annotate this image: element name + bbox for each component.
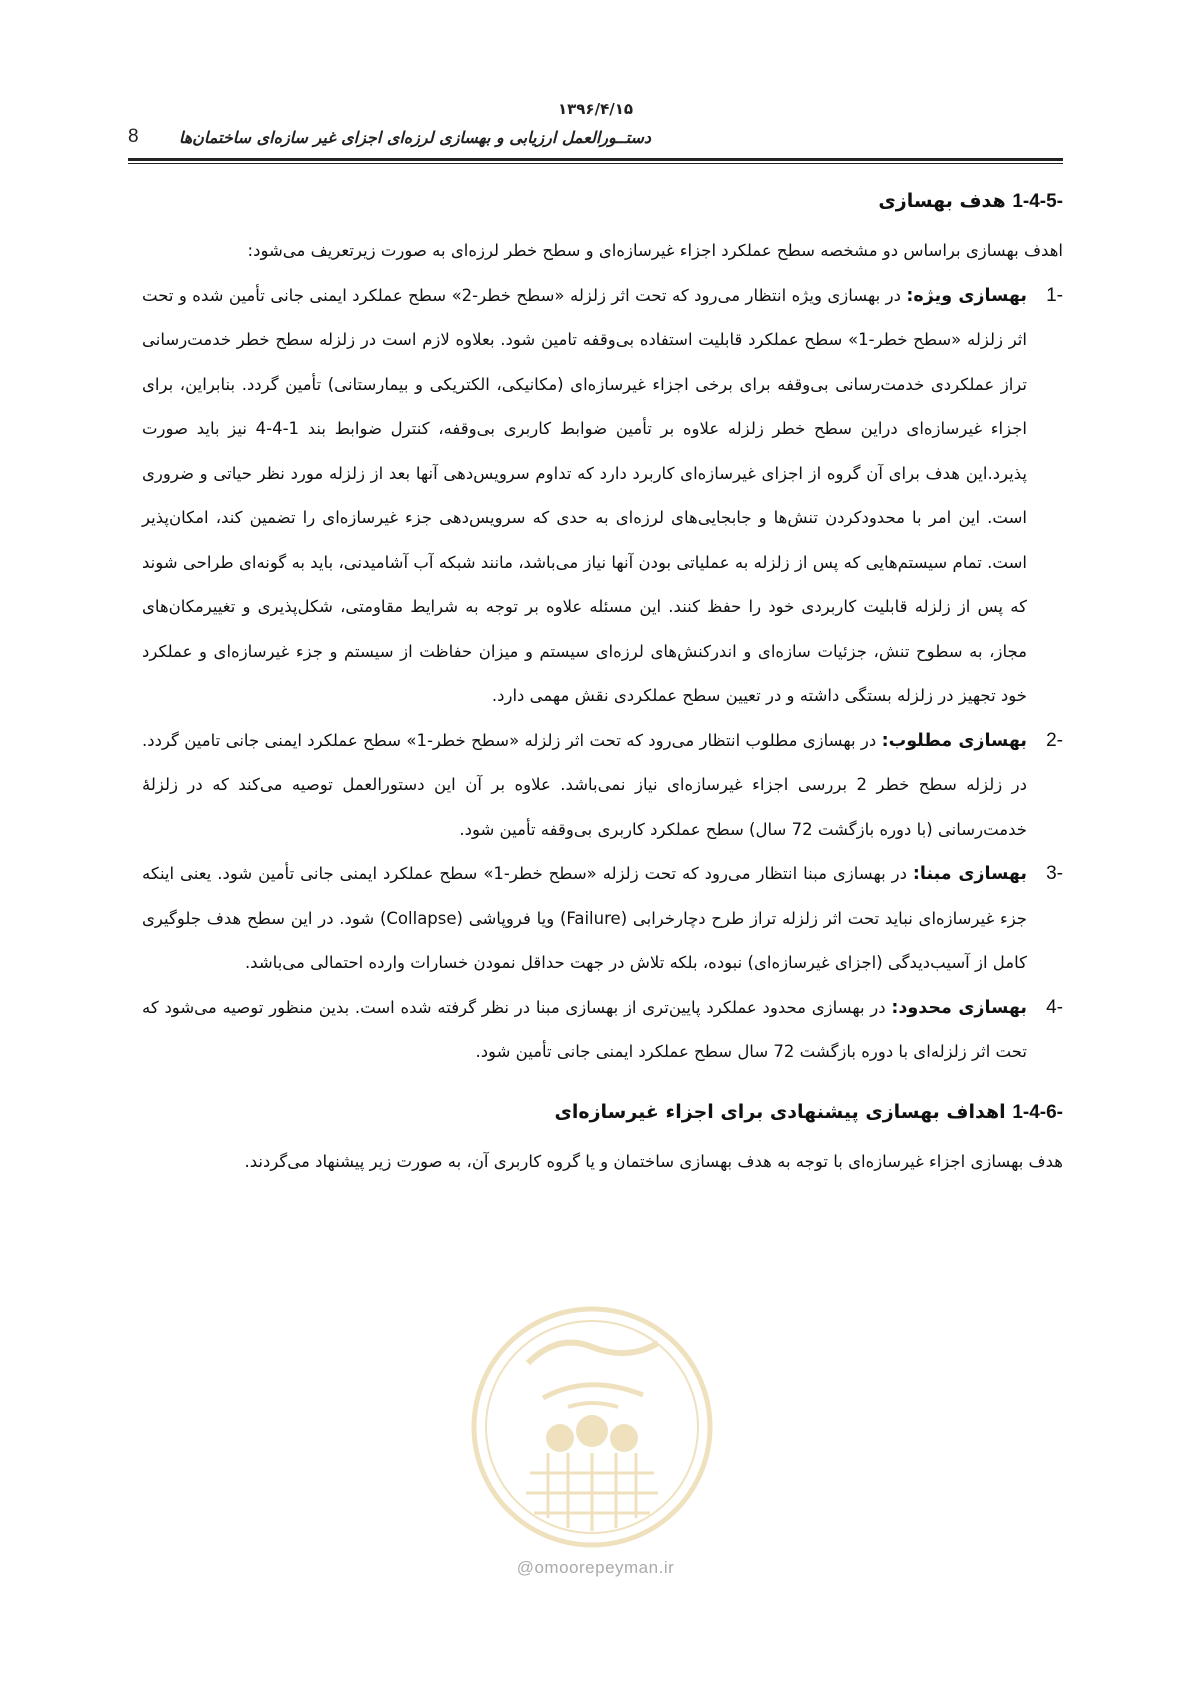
section-heading-proposed-objectives [142, 1099, 1063, 1126]
list-item [142, 852, 1063, 986]
list-marker: -2 [1046, 729, 1063, 751]
watermark-url: @omoorepeyman.ir [516, 1558, 675, 1577]
list-item [142, 274, 1063, 719]
item-term: بهسازی مطلوب: [881, 730, 1027, 751]
page-number: 8 [128, 126, 139, 147]
header-date: ۱۳۹۶/۴/۱۵ [557, 100, 634, 118]
section-number: 1-4-6- [1012, 1101, 1063, 1123]
item-term: بهسازی مبنا: [912, 864, 1028, 884]
section-number: 1-4-5- [1012, 191, 1063, 212]
list-item [142, 719, 1063, 853]
section-text: هدف بهسازی اجزاء غیرسازه‌ای با توجه به هدف بهسازی ساختمان و یا گروه کاربری آن، به صورت زیر پیشنهاد می‌گردند. [244, 1151, 1063, 1171]
item-text: در بهسازی مطلوب انتظار می‌رود که تحت اثر زلزله «سطح خطر-1» سطح عملکرد ایمنی جانی تامین گردد. در زلزله سطح خطر 2 بررسی اجزاء غیرسازه‌ای نیاز نمی‌باشد. علاوه بر آن این دستورالعمل توصیه می‌کند که در زلزلهٔ خدمت‌رسانی (با دوره بازگشت 72 سال) سطح عملکرد کاربری بی‌وقفه تأمین شود. [142, 730, 1027, 839]
header-rule-thin [128, 163, 1063, 164]
section-title: اهداف بهسازی پیشنهادی برای اجزاء غیرسازه‌ای [554, 1100, 1006, 1123]
header-title: دستــورالعمل ارزیابی و بهسازی لرزه‌ای اجزای غیر سازه‌ای ساختمان‌ها [178, 128, 651, 147]
header-rule-thick [128, 158, 1063, 161]
section-heading-objective [142, 188, 1063, 215]
item-term: بهسازی محدود: [891, 997, 1027, 1018]
item-text: در بهسازی مبنا انتظار می‌رود که تحت زلزله «سطح خطر-1» سطح عملکرد ایمنی جانی تأمین شود. یعنی اینکه جزء غیرسازه‌ای نباید تحت اثر زلزله تراز طرح دچارخرابی (Failure) ویا فروپاشی (Collapse) شود. در این سطح هدف جلوگیری کامل از آسیب‌دیدگی (اجزای غیرسازه‌ای) نبوده، بلکه تلاش در جهت حداقل نمودن خسارات وارده احتمالی می‌باشد. [142, 864, 1028, 972]
objective-list [142, 274, 1063, 1075]
list-marker: -1 [1046, 284, 1063, 306]
body-content [142, 188, 1063, 1184]
list-marker: -3 [1046, 863, 1063, 884]
watermark-logo [468, 1303, 716, 1551]
list-item [142, 986, 1063, 1075]
item-text: در بهسازی ویژه انتظار می‌رود که تحت اثر زلزله «سطح خطر-2» سطح عملکرد ایمنی جانی تأمین شده و تحت اثر زلزله «سطح خطر-1» سطح عملکرد قابلیت استفاده بی‌وقفه تامین شود. بعلاوه لازم است در زلزله سطح خطر خدمت‌رسانی تراز عملکردی خدمت‌رسانی بی‌وقفه برای برخی اجزاء غیرسازه‌ای (مکانیکی، الکتریکی و بیمارستانی) تأمین گردد. بنابراین، برای اجزاء غیرسازه‌ای دراین سطح خطر زلزله علاوه بر تأمین ضوابط کاربری بی‌وقفه، کنترل ضوابط بند 1-4-4 نیز باید صورت پذیرد.این هدف برای آن گروه از اجزای غیرسازه‌ای کاربرد دارد که تداوم سرویس‌دهی آنها بعد از زلزله مورد نظر حیاتی و ضروری است. این امر با محدودکردن تنش‌ها و جابجایی‌های لرزه‌ای به حدی که سرویس‌دهی جزء غیرسازه‌ای را تضمین کند، امکان‌پذیر است. تمام سیستم‌هایی که پس از زلزله به عملیاتی بودن آنها نیاز می‌باشد، مانند شبکه آب آشامیدنی، باید به گونه‌ای طراحی شوند که پس از زلزله قابلیت کاربردی خود را حفظ کنند. این مسئله علاوه بر توجه به شرایط مقاومتی، شکل‌پذیری و تغییرمکان‌های مجاز، به سطوح تنش، جزئیات سازه‌ای و اندرکنش‌های لرزه‌ای سیستم و میزان حفاظت از سیستم و جزء غیرسازه‌ای و عملکرد خود تجهیز در زلزله بستگی داشته و در تعیین سطح عملکردی نقش مهمی دارد. [142, 285, 1027, 705]
section-intro: اهدف بهسازی براساس دو مشخصه سطح عملکرد اجزاء غیرسازه‌ای و سطح خطر لرزه‌ای به صورت زیرتعریف می‌شود: [247, 241, 1063, 260]
section-title: هدف بهسازی [878, 190, 1006, 212]
list-marker: -4 [1046, 996, 1063, 1018]
item-text: در بهسازی محدود عملکرد پایین‌تری از بهسازی مبنا در نظر گرفته شده است. بدین منظور توصیه می‌شود که تحت اثر زلزله‌ای با دوره بازگشت 72 سال سطح عملکرد ایمنی جانی تأمین شود. [142, 997, 1027, 1061]
item-term: بهسازی ویژه: [906, 285, 1027, 306]
